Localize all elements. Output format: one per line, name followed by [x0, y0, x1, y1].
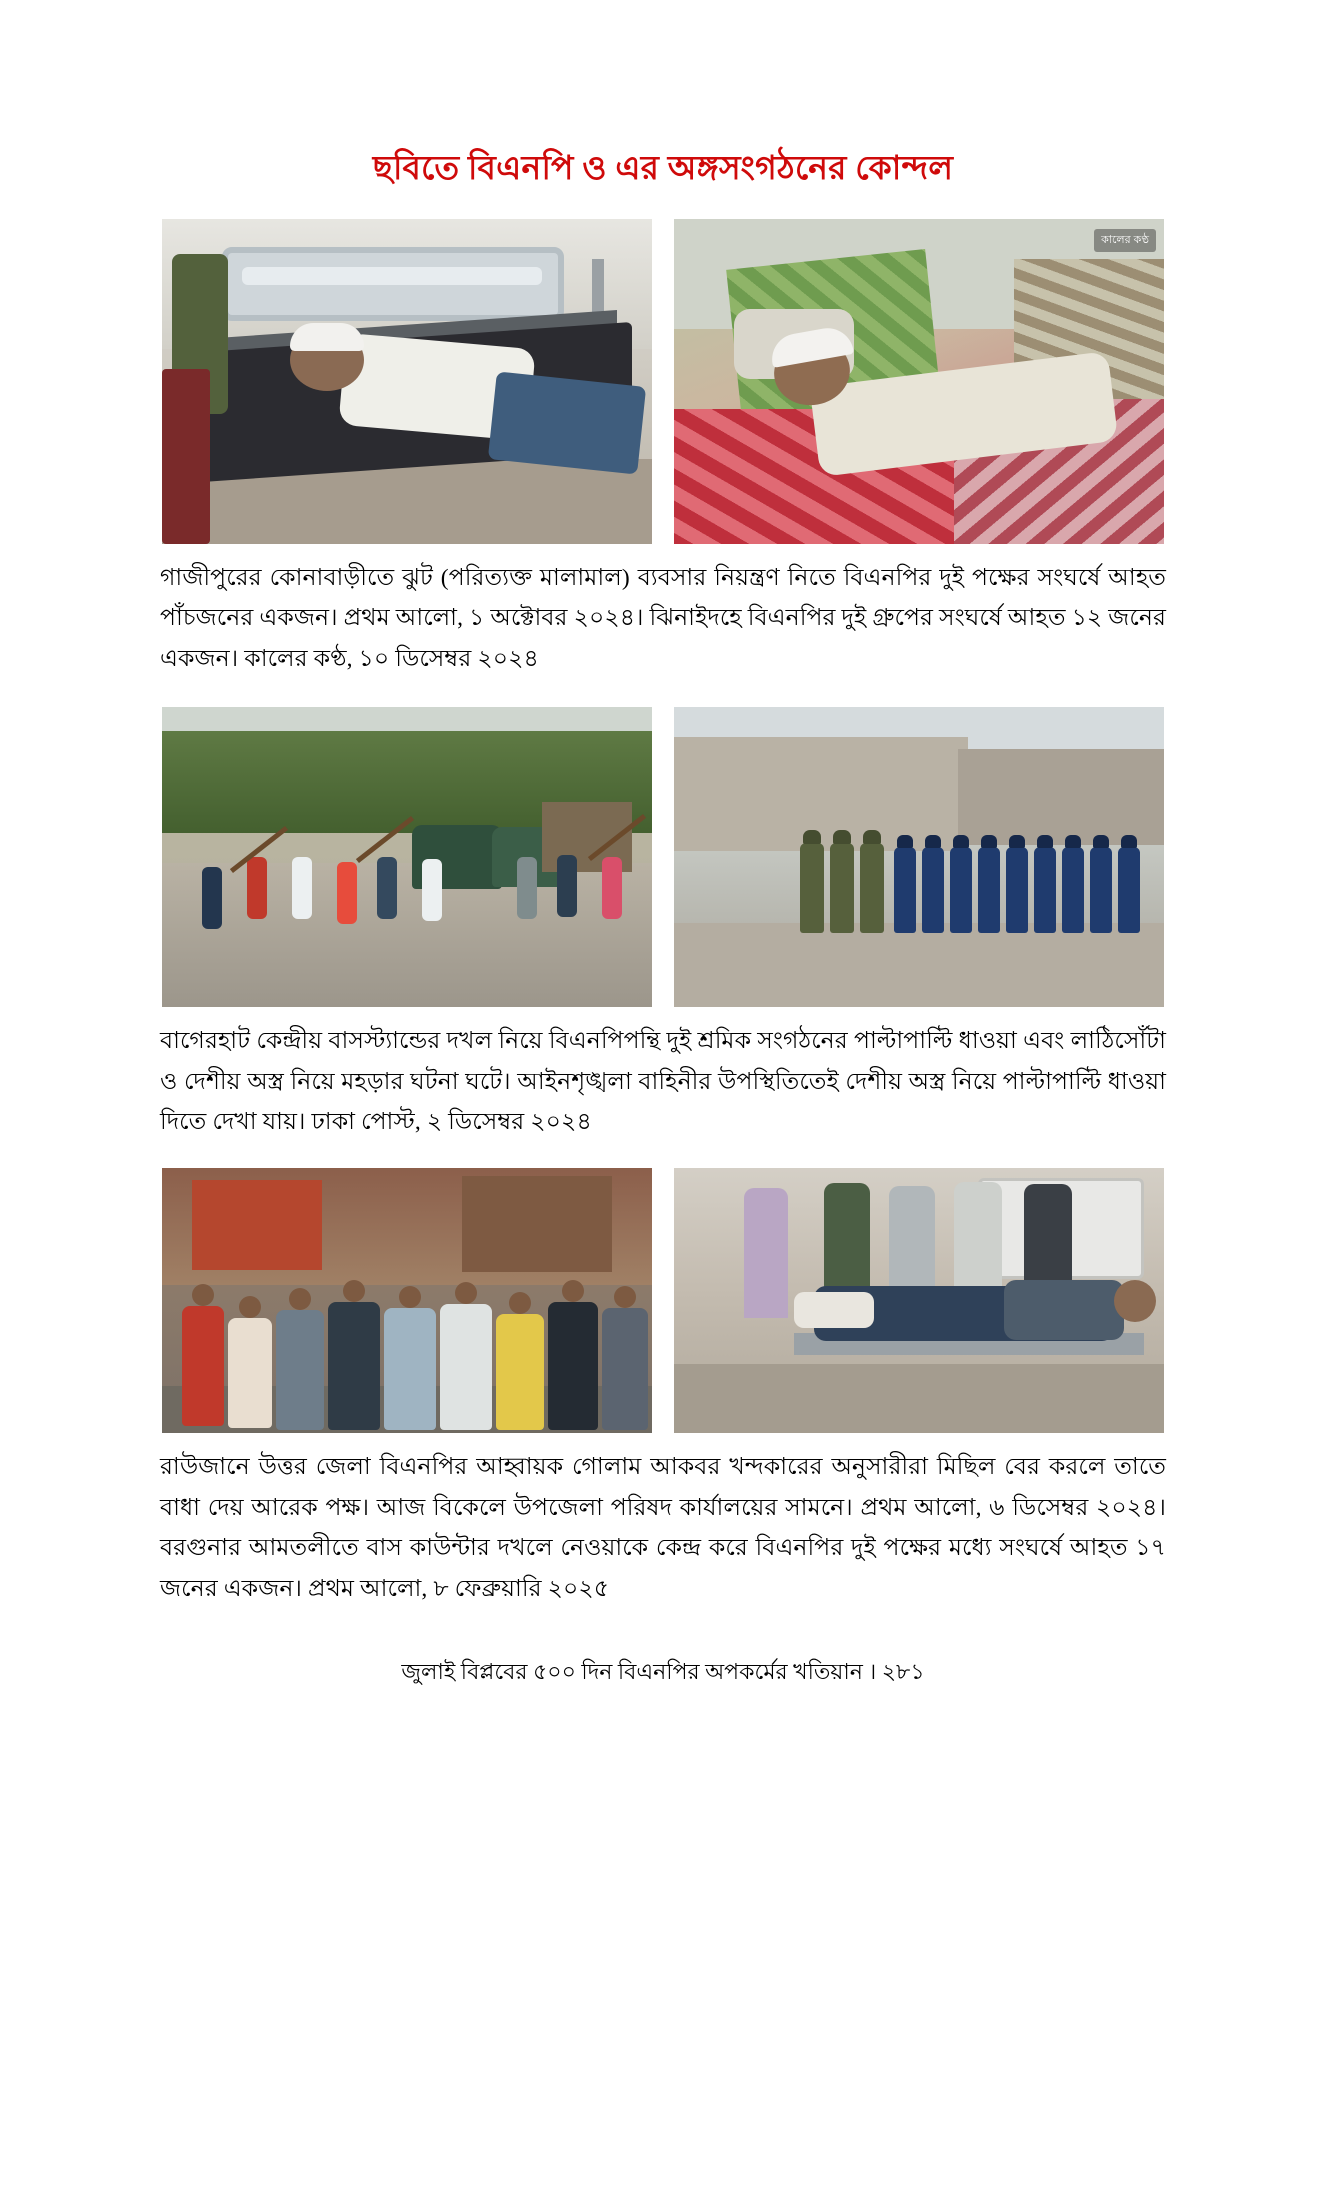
photo-watermark: কালের কণ্ঠ [1094, 229, 1156, 252]
photo-procession-crowd [162, 1168, 652, 1433]
figure-group-1-images [160, 219, 1166, 544]
photo-injured-man-on-quilt [674, 219, 1164, 544]
figure-group-3-caption: রাউজানে উত্তর জেলা বিএনপির আহ্বায়ক গোলাম আকবর খন্দকারের অনুসারীরা মিছিল বের করলে তাতে বাধা দেয় আরেক পক্ষ। আজ বিকেলে উপজেলা পরিষদ কার্যালয়ের সামনে। প্রথম আলো, ৬ ডিসেম্বর ২০২৪। বরগুনার আমতলীতে বাস কাউন্টার দখলে নেওয়াকে কেন্দ্র করে বিএনপির দুই পক্ষের মধ্যে সংঘর্ষে আহত ১৭ জনের একজন। প্রথম আলো, ৮ ফেব্রুয়ারি ২০২৫ [160, 1454, 1166, 1602]
figure-group-1-caption: গাজীপুরের কোনাবাড়ীতে ঝুট (পরিত্যক্ত মালামাল) ব্যবসার নিয়ন্ত্রণ নিতে বিএনপির দুই পক্ষের সংঘর্ষে আহত পাঁচজনের একজন। প্রথম আলো, ১ অক্টোবর ২০২৪। ঝিনাইদহে বিএনপির দুই গ্রুপের সংঘর্ষে আহত ১২ জনের একজন। কালের কণ্ঠ, ১০ ডিসেম্বর ২০২৪ [160, 564, 1166, 672]
figure-group-2-caption: বাগেরহাট কেন্দ্রীয় বাসস্ট্যান্ডের দখল নিয়ে বিএনপিপন্থি দুই শ্রমিক সংগঠনের পাল্টাপাল্টি ধাওয়া এবং লাঠিসোঁটা ও দেশীয় অস্ত্র নিয়ে মহড়ার ঘটনা ঘটে। আইনশৃঙ্খলা বাহিনীর উপস্থিতিতেই দেশীয় অস্ত্র নিয়ে পাল্টাপাল্টি ধাওয়া দিতে দেখা যায়। ঢাকা পোস্ট, ২ ডিসেম্বর ২০২৪ [160, 1028, 1166, 1135]
page-footer: জুলাই বিপ্লবের ৫০০ দিন বিএনপির অপকর্মের খতিয়ান । ২৮১ [401, 1658, 925, 1684]
figure-group-2-images [160, 707, 1166, 1007]
page-title: ছবিতে বিএনপি ও এর অঙ্গসংগঠনের কোন্দল [372, 151, 954, 187]
photo-injured-man-on-stretcher [674, 1168, 1164, 1433]
photo-street-clash-with-sticks [162, 707, 652, 1007]
photo-injured-man-hospital-bed [162, 219, 652, 544]
photo-police-line-on-road [674, 707, 1164, 1007]
figure-group-3-images [160, 1168, 1166, 1433]
document-page [0, 148, 1326, 2196]
